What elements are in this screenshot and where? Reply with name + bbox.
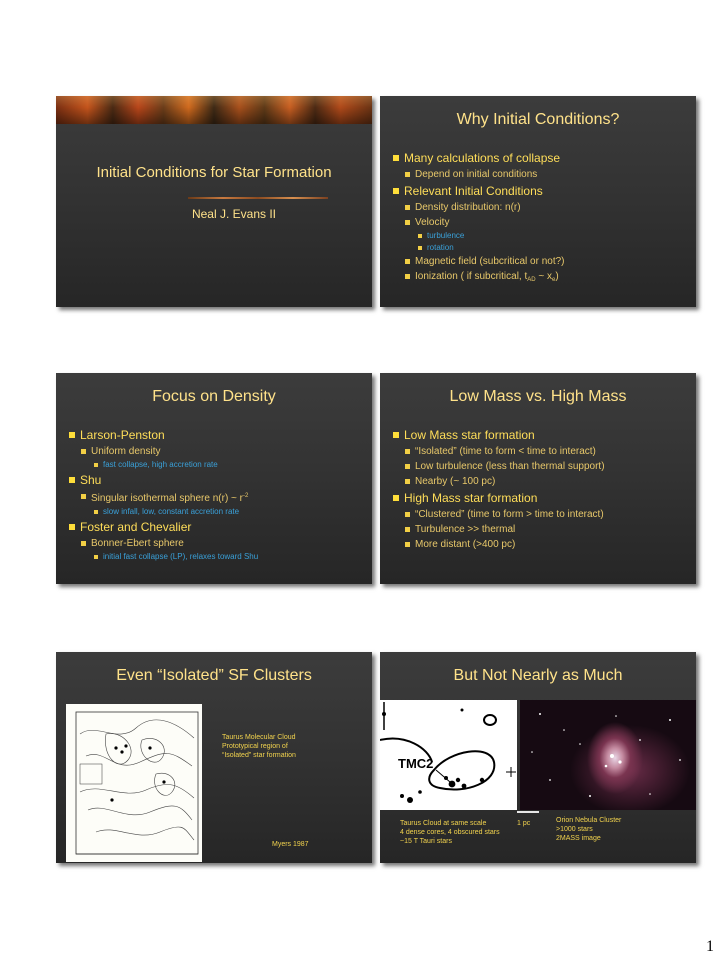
bullet-text: ~ x (535, 271, 553, 282)
slide-focus-on-density (56, 373, 372, 584)
bullet-level1 (68, 472, 366, 488)
square-bullet-icon (69, 524, 75, 530)
square-bullet-icon (393, 495, 399, 501)
bullet-text: Density distribution: n(r) (415, 202, 521, 213)
square-bullet-icon (81, 494, 86, 499)
bullet-text: Relevant Initial Conditions (404, 184, 543, 198)
subscript: AD (527, 277, 536, 283)
bullet-level1 (392, 427, 690, 443)
bullet-text: Larson-Penston (80, 428, 165, 442)
square-bullet-icon (405, 512, 410, 517)
square-bullet-icon (405, 220, 410, 225)
tmc2-label: TMC2 (398, 756, 434, 771)
bullet-level3 (68, 459, 366, 470)
bullet-text: Shu (80, 473, 102, 487)
bullet-text: Magnetic field (subcritical or not?) (415, 256, 565, 267)
page-number: 1 (706, 938, 714, 955)
bullet-text: Nearby (~ 100 pc) (415, 476, 496, 487)
bullet-level2 (392, 523, 690, 536)
bullet-level2 (392, 508, 690, 521)
slide3-title: Focus on Density (152, 388, 276, 405)
slide4-title: Low Mass vs. High Mass (449, 388, 627, 405)
orion-caption-line: Orion Nebula Cluster (556, 817, 622, 824)
scale-label: 1 pc (517, 820, 531, 827)
slide1-title: Initial Conditions for Star Formation (96, 164, 332, 181)
bullet-text: rotation (427, 243, 454, 252)
square-bullet-icon (94, 510, 98, 514)
slide-title (56, 96, 372, 307)
bullet-text: turbulence (427, 231, 465, 240)
taurus-caption-line: ~15 T Tauri stars (400, 838, 452, 845)
square-bullet-icon (405, 449, 410, 454)
slide4-bullets (392, 425, 690, 551)
bullet-text: “Clustered” (time to form > time to interact) (415, 509, 604, 520)
bullet-level2 (68, 537, 366, 550)
slide6-title: But Not Nearly as Much (453, 667, 623, 684)
bullet-level2 (392, 168, 690, 181)
square-bullet-icon (69, 477, 75, 483)
square-bullet-icon (405, 172, 410, 177)
title-banner-image (56, 96, 372, 124)
bullet-text: initial fast collapse (LP), relaxes toward Shu (103, 552, 259, 561)
square-bullet-icon (69, 432, 75, 438)
bullet-level2 (392, 201, 690, 214)
bullet-level2 (392, 216, 690, 229)
bullet-text: Singular isothermal sphere n(r) ~ r (91, 493, 244, 504)
map-credit: Myers 1987 (272, 841, 309, 848)
square-bullet-icon (81, 449, 86, 454)
square-bullet-icon (94, 463, 98, 467)
slide2-title: Why Initial Conditions? (456, 111, 620, 128)
subscript: e (552, 277, 556, 283)
slide3-bullets (68, 425, 366, 562)
author: Neal J. Evans II (191, 207, 276, 221)
superscript: -2 (243, 493, 249, 499)
bullet-text: Ionization ( if subcritical, t (415, 271, 528, 282)
bullet-level3 (392, 230, 690, 241)
slide-not-nearly-as-much (380, 652, 696, 863)
square-bullet-icon (81, 541, 86, 546)
orion-nebula-image (520, 700, 696, 810)
bullet-level2 (392, 460, 690, 473)
square-bullet-icon (405, 259, 410, 264)
bullet-level2 (392, 475, 690, 488)
tmc2-map-figure (380, 700, 517, 810)
bullet-level1 (392, 150, 690, 166)
map-caption-line: “Isolated” star formation (222, 752, 296, 759)
square-bullet-icon (393, 432, 399, 438)
bullet-text: ) (555, 271, 559, 282)
taurus-tmc2-map (380, 700, 517, 810)
bullet-text: Depend on initial conditions (415, 169, 538, 180)
slide2-bullets (392, 148, 690, 287)
taurus-caption-line: 4 dense cores, 4 obscured stars (400, 829, 500, 836)
square-bullet-icon (418, 246, 422, 250)
bullet-text: High Mass star formation (404, 491, 538, 505)
slide5-title: Even “Isolated” SF Clusters (116, 667, 312, 684)
bullet-text: Bonner-Ebert sphere (91, 538, 184, 549)
bullet-level3 (68, 551, 366, 562)
square-bullet-icon (405, 205, 410, 210)
bullet-level1 (392, 490, 690, 506)
bullet-text: Velocity (415, 217, 450, 228)
square-bullet-icon (94, 555, 98, 559)
bullet-text: Low Mass star formation (404, 428, 535, 442)
scale-bar (517, 811, 539, 813)
bullet-text: Foster and Chevalier (80, 520, 192, 534)
bullet-level2 (392, 538, 690, 551)
bullet-level1 (68, 427, 366, 443)
taurus-caption-line: Taurus Cloud at same scale (400, 820, 487, 827)
taurus-contour-map-figure (66, 704, 202, 862)
bullet-level2 (392, 445, 690, 458)
orion-caption-line: >1000 stars (556, 826, 593, 833)
bullet-level2 (68, 445, 366, 458)
square-bullet-icon (405, 542, 410, 547)
bullet-text: Low turbulence (less than thermal support) (415, 461, 605, 472)
square-bullet-icon (393, 155, 399, 161)
orion-caption-line: 2MASS image (556, 835, 601, 842)
square-bullet-icon (405, 479, 410, 484)
bullet-level2 (392, 270, 690, 287)
taurus-contour-map (66, 704, 202, 862)
square-bullet-icon (405, 274, 410, 279)
bullet-text: Uniform density (91, 446, 161, 457)
bullet-text: More distant (>400 pc) (415, 539, 516, 550)
orion-star-field (520, 700, 696, 810)
square-bullet-icon (405, 527, 410, 532)
map-caption-line: Taurus Molecular Cloud (222, 734, 296, 741)
bullet-text: “Isolated” (time to form < time to interact) (415, 446, 596, 457)
bullet-level1 (68, 519, 366, 535)
square-bullet-icon (393, 188, 399, 194)
bullet-level2 (68, 490, 366, 505)
bullet-level3 (392, 242, 690, 253)
bullet-text: fast collapse, high accretion rate (103, 460, 218, 469)
title-divider (188, 197, 328, 199)
map-caption-line: Prototypical region of (222, 743, 288, 750)
square-bullet-icon (418, 234, 422, 238)
slide-isolated-sf-clusters (56, 652, 372, 863)
bullet-level1 (392, 183, 690, 199)
slide-why-initial-conditions (380, 96, 696, 307)
bullet-level3 (68, 506, 366, 517)
bullet-text: slow infall, low, constant accretion rate (103, 507, 240, 516)
square-bullet-icon (405, 464, 410, 469)
slide-low-vs-high-mass (380, 373, 696, 584)
bullet-level2 (392, 255, 690, 268)
bullet-text: Turbulence >> thermal (415, 524, 516, 535)
bullet-text: Many calculations of collapse (404, 151, 561, 165)
